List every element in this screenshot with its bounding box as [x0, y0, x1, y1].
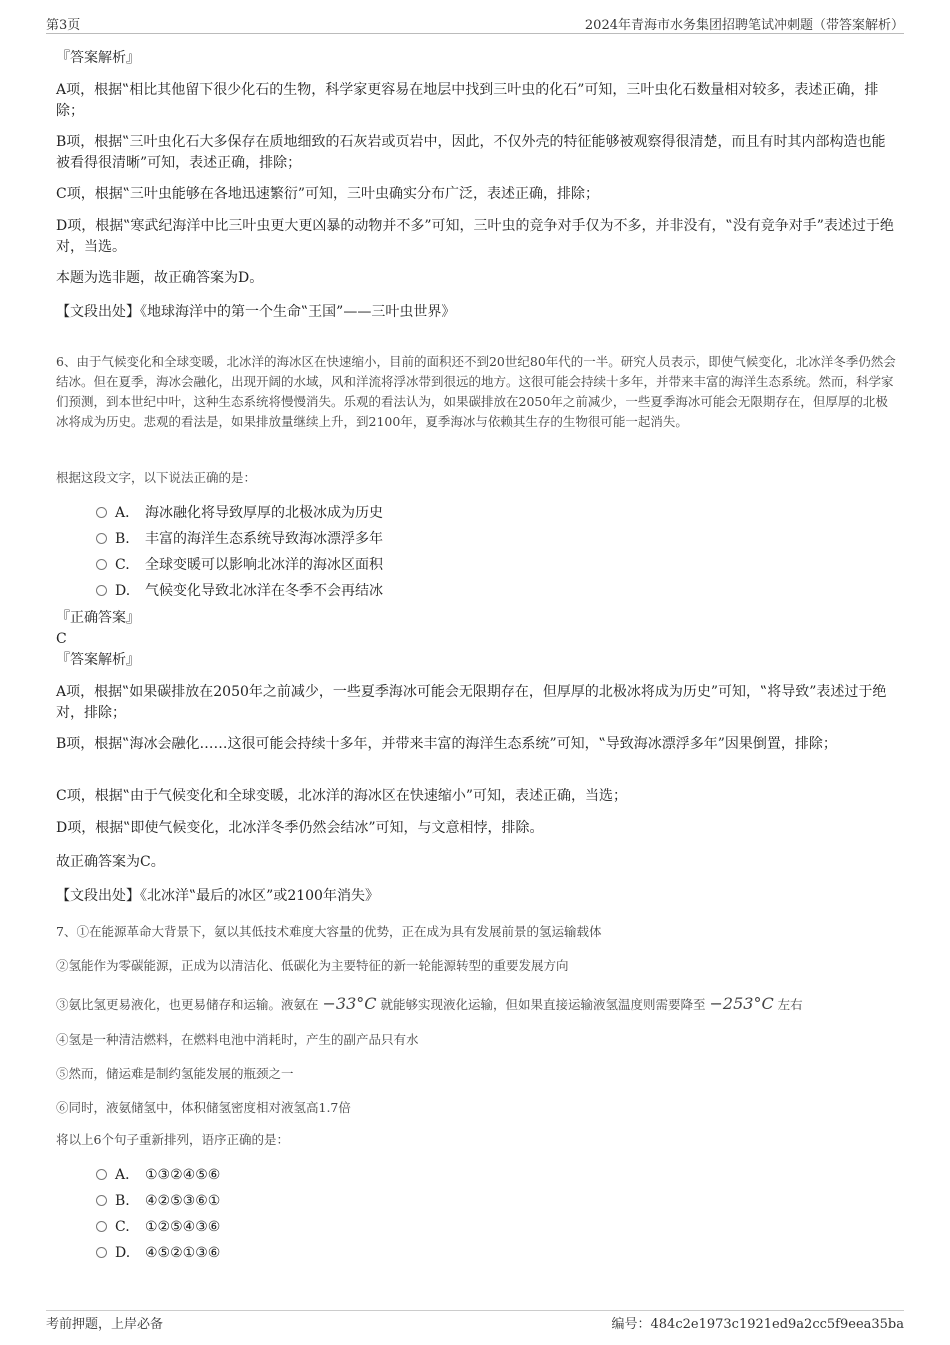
q6-answer: C: [56, 631, 67, 647]
q7-prompt: 将以上6个句子重新排列，语序正确的是：: [56, 1132, 289, 1147]
document-code: 编号：484c2e1973c1921ed9a2cc5f9eea35ba: [611, 1317, 904, 1332]
q5-analysis-d: D项，根据‟寒武纪海洋中比三叶虫更大更凶暴的动物并不多”可知，三叶虫的竞争对手仅为不多，并非没有，‟没有竞争对手”表述过于绝对，当选。: [56, 218, 894, 255]
q7-sentence-3: ③氨比氢更易液化，也更易储存和运输。液氨在 −33°C 就能够实现液化运输，但如果直接运输液氢温度则需要降至 −253°C 左右: [56, 994, 803, 1013]
radio-icon[interactable]: [96, 585, 107, 596]
q5-analysis-heading: 『答案解析』: [56, 50, 140, 66]
page-number: 第3页: [46, 18, 81, 33]
radio-icon[interactable]: [96, 1247, 107, 1258]
q5-source: 【文段出处】《地球海洋中的第一个生命‟王国”——三叶虫世界》: [56, 304, 456, 320]
q6-option-d[interactable]: D. 气候变化导致北冰洋在冬季不会再结冰: [96, 580, 383, 602]
q5-analysis-b: B项，根据‟三叶虫化石大多保存在质地细致的石灰岩或页岩中，因此，不仅外壳的特征能够被观察得很清楚，而且有时其内部构造也能被看得很清晰”可知，表述正确，排除；: [56, 134, 886, 171]
q6-prompt: 根据这段文字，以下说法正确的是：: [56, 470, 257, 485]
q7-option-b[interactable]: B. ④②⑤③⑥①: [96, 1190, 220, 1212]
q7-sentence-5: ⑤然而，储运难是制约氢能发展的瓶颈之一: [56, 1066, 294, 1081]
q6-analysis-b: B项，根据‟海冰会融化……这很可能会持续十多年，并带来丰富的海洋生态系统”可知，‟导致海冰漂浮多年”因果倒置，排除；: [56, 736, 837, 752]
q7-option-c[interactable]: C. ①②⑤④③⑥: [96, 1216, 220, 1238]
q6-option-c[interactable]: C. 全球变暖可以影响北冰洋的海冰区面积: [96, 554, 383, 576]
q5-analysis-a: A项，根据‟相比其他留下很少化石的生物，科学家更容易在地层中找到三叶虫的化石”可知，三叶虫化石数量相对较多，表述正确，排除；: [56, 82, 879, 119]
q6-option-b[interactable]: B. 丰富的海洋生态系统导致海冰漂浮多年: [96, 528, 383, 550]
document-title: 2024年青海市水务集团招聘笔试冲刺题（带答案解析）: [584, 18, 904, 33]
page-header: [46, 14, 904, 34]
q7-option-d[interactable]: D. ④⑤②①③⑥: [96, 1242, 220, 1264]
footer-divider: [46, 1310, 904, 1311]
q7-sentence-2: ②氢能作为零碳能源，正成为以清洁化、低碳化为主要特征的新一轮能源转型的重要发展方向: [56, 958, 569, 973]
q7-option-a[interactable]: A． ①③②④⑤⑥: [96, 1164, 220, 1186]
q6-stem: 6、由于气候变化和全球变暖，北冰洋的海冰区在快速缩小，目前的面积还不到20世纪80年代的一半。研究人员表示，即使气候变化，北冰洋冬季仍然会结冰。但在夏季，海冰会融化，出现开阔的水域，风和洋流将浮冰带到很远的地方。这很可能会持续十多年，并带来丰富的海洋生态系统。然而，科学家们预测，到本世纪中叶，这种生态系统将慢慢消失。乐观的看法认为，如果碳排放在2050年之前减少，一些夏季海冰可能会无限期存在，但厚厚的北极冰将成为历史。悲观的看法是，如果排放量继续上升，到2100年，夏季海冰与依赖其生存的生物很可能一起消失。: [56, 354, 896, 429]
q6-analysis-d: D项，根据‟即使气候变化，北冰洋冬季仍然会结冰”可知，与文意相悖，排除。: [56, 820, 544, 836]
temperature-value: −253°C: [709, 994, 774, 1013]
header-divider: [46, 33, 904, 34]
radio-icon[interactable]: [96, 559, 107, 570]
footer-slogan: 考前押题，上岸必备: [46, 1317, 164, 1332]
q6-source: 【文段出处】《北冰洋‟最后的冰区”或2100年消失》: [56, 888, 379, 904]
q6-conclusion: 故正确答案为C。: [56, 854, 165, 870]
q6-analysis-c: C项，根据‟由于气候变化和全球变暖，北冰洋的海冰区在快速缩小”可知，表述正确，当选；: [56, 788, 628, 804]
q5-analysis-c: C项，根据‟三叶虫能够在各地迅速繁衍”可知，三叶虫确实分布广泛，表述正确，排除；: [56, 186, 600, 202]
radio-icon[interactable]: [96, 533, 107, 544]
temperature-value: −33°C: [322, 994, 377, 1013]
q6-analysis-a: A项，根据‟如果碳排放在2050年之前减少，一些夏季海冰可能会无限期存在，但厚厚的北极冰将成为历史”可知，‟将导致”表述过于绝对，排除；: [56, 684, 887, 721]
q5-conclusion: 本题为选非题，故正确答案为D。: [56, 270, 264, 286]
radio-icon[interactable]: [96, 1195, 107, 1206]
q7-sentence-4: ④氢是一种清洁燃料，在燃料电池中消耗时，产生的副产品只有水: [56, 1032, 419, 1047]
q6-answer-heading: 『正确答案』: [56, 610, 140, 626]
radio-icon[interactable]: [96, 1169, 107, 1180]
radio-icon[interactable]: [96, 507, 107, 518]
radio-icon[interactable]: [96, 1221, 107, 1232]
q6-option-a[interactable]: A． 海冰融化将导致厚厚的北极冰成为历史: [96, 502, 383, 524]
q7-sentence-1: 7、①在能源革命大背景下，氨以其低技术难度大容量的优势，正在成为具有发展前景的氢运输载体: [56, 924, 602, 939]
q7-sentence-6: ⑥同时，液氨储氢中，体积储氢密度相对液氢高1.7倍: [56, 1100, 351, 1115]
q6-analysis-heading: 『答案解析』: [56, 652, 140, 668]
